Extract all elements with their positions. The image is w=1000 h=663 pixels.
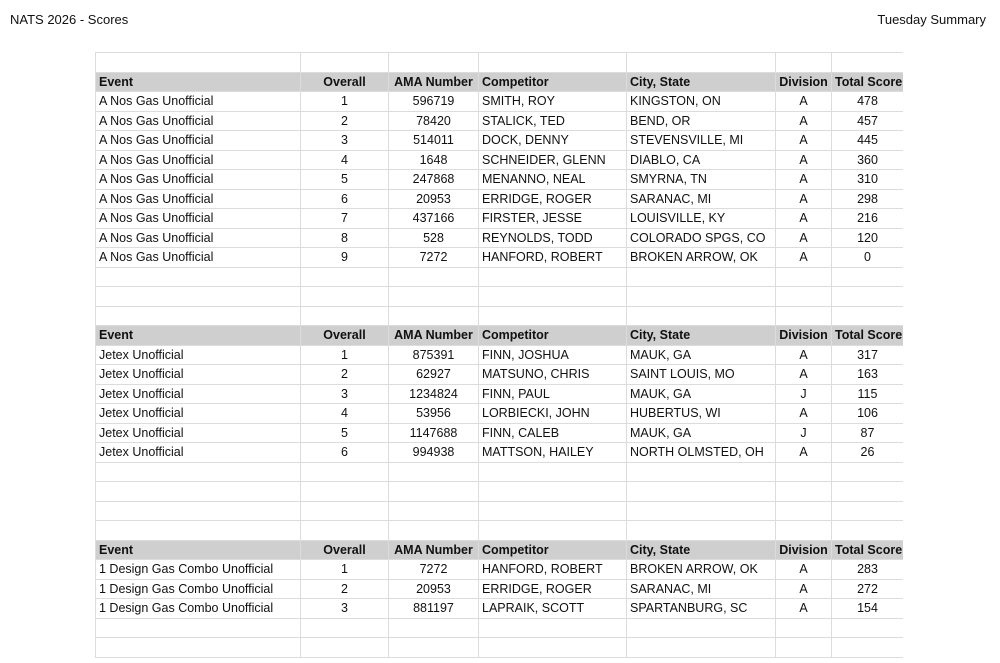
event-cell[interactable]: A Nos Gas Unofficial bbox=[96, 150, 301, 170]
column-header-event[interactable]: Event bbox=[96, 326, 301, 346]
header-row bbox=[96, 326, 904, 346]
column-header-ama-number[interactable]: AMA Number bbox=[389, 326, 479, 346]
division-cell[interactable]: A bbox=[776, 92, 832, 112]
blank-row bbox=[96, 306, 904, 326]
empty-cell[interactable] bbox=[479, 267, 627, 287]
total-score-cell[interactable]: 272 bbox=[832, 579, 904, 599]
overall-cell[interactable]: 3 bbox=[301, 131, 389, 151]
empty-cell[interactable] bbox=[479, 482, 627, 502]
empty-cell[interactable] bbox=[301, 306, 389, 326]
empty-cell[interactable] bbox=[627, 638, 776, 658]
competitor-cell[interactable]: DOCK, DENNY bbox=[479, 131, 627, 151]
empty-cell[interactable] bbox=[389, 618, 479, 638]
competitor-cell[interactable]: MATTSON, HAILEY bbox=[479, 443, 627, 463]
overall-cell[interactable]: 6 bbox=[301, 443, 389, 463]
ama-number-cell[interactable]: 7272 bbox=[389, 560, 479, 580]
score-table bbox=[95, 52, 903, 658]
ama-number-cell[interactable]: 514011 bbox=[389, 131, 479, 151]
division-cell[interactable]: A bbox=[776, 599, 832, 619]
division-cell[interactable]: A bbox=[776, 560, 832, 580]
overall-cell[interactable]: 3 bbox=[301, 599, 389, 619]
header-row bbox=[96, 72, 904, 92]
overall-cell[interactable]: 2 bbox=[301, 579, 389, 599]
division-cell[interactable]: A bbox=[776, 170, 832, 190]
column-header-competitor[interactable]: Competitor bbox=[479, 326, 627, 346]
overall-cell[interactable]: 8 bbox=[301, 228, 389, 248]
table-row bbox=[96, 365, 904, 385]
column-header-event[interactable]: Event bbox=[96, 540, 301, 560]
total-score-cell[interactable]: 154 bbox=[832, 599, 904, 619]
total-score-cell[interactable]: 115 bbox=[832, 384, 904, 404]
division-cell[interactable]: J bbox=[776, 384, 832, 404]
total-score-cell[interactable]: 0 bbox=[832, 248, 904, 268]
empty-cell[interactable] bbox=[96, 306, 301, 326]
table-row bbox=[96, 599, 904, 619]
event-cell[interactable]: A Nos Gas Unofficial bbox=[96, 228, 301, 248]
ama-number-cell[interactable]: 1234824 bbox=[389, 384, 479, 404]
ama-number-cell[interactable]: 20953 bbox=[389, 579, 479, 599]
empty-cell[interactable] bbox=[832, 267, 904, 287]
event-cell[interactable]: A Nos Gas Unofficial bbox=[96, 111, 301, 131]
blank-row bbox=[96, 53, 904, 73]
empty-cell[interactable] bbox=[627, 618, 776, 638]
ama-number-cell[interactable]: 247868 bbox=[389, 170, 479, 190]
column-header-overall[interactable]: Overall bbox=[301, 326, 389, 346]
blank-row bbox=[96, 618, 904, 638]
overall-cell[interactable]: 3 bbox=[301, 384, 389, 404]
table-row bbox=[96, 384, 904, 404]
overall-cell[interactable]: 4 bbox=[301, 404, 389, 424]
empty-cell[interactable] bbox=[832, 618, 904, 638]
ama-number-cell[interactable]: 78420 bbox=[389, 111, 479, 131]
total-score-cell[interactable]: 310 bbox=[832, 170, 904, 190]
empty-cell[interactable] bbox=[301, 501, 389, 521]
division-cell[interactable]: A bbox=[776, 365, 832, 385]
empty-cell[interactable] bbox=[627, 306, 776, 326]
empty-cell[interactable] bbox=[832, 287, 904, 307]
empty-cell[interactable] bbox=[479, 501, 627, 521]
ama-number-cell[interactable]: 881197 bbox=[389, 599, 479, 619]
total-score-cell[interactable]: 87 bbox=[832, 423, 904, 443]
total-score-cell[interactable]: 457 bbox=[832, 111, 904, 131]
event-cell[interactable]: A Nos Gas Unofficial bbox=[96, 92, 301, 112]
total-score-cell[interactable]: 317 bbox=[832, 345, 904, 365]
event-cell[interactable]: A Nos Gas Unofficial bbox=[96, 131, 301, 151]
column-header-competitor[interactable]: Competitor bbox=[479, 72, 627, 92]
city-state-cell[interactable]: KINGSTON, ON bbox=[627, 92, 776, 112]
empty-cell[interactable] bbox=[96, 287, 301, 307]
ama-number-cell[interactable]: 875391 bbox=[389, 345, 479, 365]
page-subtitle: Tuesday Summary bbox=[877, 12, 986, 27]
city-state-cell[interactable]: SPARTANBURG, SC bbox=[627, 599, 776, 619]
empty-cell[interactable] bbox=[627, 267, 776, 287]
division-cell[interactable]: A bbox=[776, 248, 832, 268]
column-header-city-state[interactable]: City, State bbox=[627, 540, 776, 560]
column-header-division[interactable]: Division bbox=[776, 72, 832, 92]
competitor-cell[interactable]: FINN, CALEB bbox=[479, 423, 627, 443]
empty-cell[interactable] bbox=[776, 287, 832, 307]
city-state-cell[interactable]: BEND, OR bbox=[627, 111, 776, 131]
column-header-ama-number[interactable]: AMA Number bbox=[389, 72, 479, 92]
ama-number-cell[interactable]: 1147688 bbox=[389, 423, 479, 443]
table-row bbox=[96, 150, 904, 170]
city-state-cell[interactable]: STEVENSVILLE, MI bbox=[627, 131, 776, 151]
empty-cell[interactable] bbox=[776, 462, 832, 482]
empty-cell[interactable] bbox=[832, 521, 904, 541]
empty-cell[interactable] bbox=[96, 521, 301, 541]
city-state-cell[interactable]: BROKEN ARROW, OK bbox=[627, 560, 776, 580]
empty-cell[interactable] bbox=[479, 53, 627, 73]
event-cell[interactable]: Jetex Unofficial bbox=[96, 404, 301, 424]
ama-number-cell[interactable]: 994938 bbox=[389, 443, 479, 463]
empty-cell[interactable] bbox=[776, 638, 832, 658]
empty-cell[interactable] bbox=[627, 521, 776, 541]
city-state-cell[interactable]: SARANAC, MI bbox=[627, 189, 776, 209]
competitor-cell[interactable]: REYNOLDS, TODD bbox=[479, 228, 627, 248]
overall-cell[interactable]: 1 bbox=[301, 92, 389, 112]
empty-cell[interactable] bbox=[479, 287, 627, 307]
city-state-cell[interactable]: BROKEN ARROW, OK bbox=[627, 248, 776, 268]
overall-cell[interactable]: 9 bbox=[301, 248, 389, 268]
total-score-cell[interactable]: 163 bbox=[832, 365, 904, 385]
empty-cell[interactable] bbox=[301, 267, 389, 287]
division-cell[interactable]: A bbox=[776, 131, 832, 151]
empty-cell[interactable] bbox=[627, 287, 776, 307]
city-state-cell[interactable]: HUBERTUS, WI bbox=[627, 404, 776, 424]
overall-cell[interactable]: 6 bbox=[301, 189, 389, 209]
empty-cell[interactable] bbox=[832, 53, 904, 73]
column-header-event[interactable]: Event bbox=[96, 72, 301, 92]
event-cell[interactable]: Jetex Unofficial bbox=[96, 345, 301, 365]
overall-cell[interactable]: 2 bbox=[301, 111, 389, 131]
score-sheet bbox=[95, 52, 903, 663]
empty-cell[interactable] bbox=[301, 287, 389, 307]
division-cell[interactable]: A bbox=[776, 111, 832, 131]
blank-row bbox=[96, 482, 904, 502]
empty-cell[interactable] bbox=[301, 638, 389, 658]
city-state-cell[interactable]: DIABLO, CA bbox=[627, 150, 776, 170]
empty-cell[interactable] bbox=[389, 501, 479, 521]
city-state-cell[interactable]: MAUK, GA bbox=[627, 423, 776, 443]
empty-cell[interactable] bbox=[301, 482, 389, 502]
division-cell[interactable]: A bbox=[776, 579, 832, 599]
event-cell[interactable]: A Nos Gas Unofficial bbox=[96, 189, 301, 209]
division-cell[interactable]: A bbox=[776, 228, 832, 248]
ama-number-cell[interactable]: 53956 bbox=[389, 404, 479, 424]
page-title: NATS 2026 - Scores bbox=[10, 12, 129, 27]
table-row bbox=[96, 92, 904, 112]
blank-row bbox=[96, 287, 904, 307]
city-state-cell[interactable]: MAUK, GA bbox=[627, 345, 776, 365]
empty-cell[interactable] bbox=[96, 638, 301, 658]
empty-cell[interactable] bbox=[627, 53, 776, 73]
city-state-cell[interactable]: NORTH OLMSTED, OH bbox=[627, 443, 776, 463]
empty-cell[interactable] bbox=[389, 638, 479, 658]
empty-cell[interactable] bbox=[96, 482, 301, 502]
empty-cell[interactable] bbox=[301, 53, 389, 73]
column-header-competitor[interactable]: Competitor bbox=[479, 540, 627, 560]
empty-cell[interactable] bbox=[776, 267, 832, 287]
city-state-cell[interactable]: LOUISVILLE, KY bbox=[627, 209, 776, 229]
ama-number-cell[interactable]: 437166 bbox=[389, 209, 479, 229]
division-cell[interactable]: A bbox=[776, 209, 832, 229]
table-row bbox=[96, 111, 904, 131]
empty-cell[interactable] bbox=[627, 462, 776, 482]
ama-number-cell[interactable]: 62927 bbox=[389, 365, 479, 385]
empty-cell[interactable] bbox=[389, 306, 479, 326]
division-cell[interactable]: A bbox=[776, 345, 832, 365]
division-cell[interactable]: A bbox=[776, 443, 832, 463]
division-cell[interactable]: J bbox=[776, 423, 832, 443]
competitor-cell[interactable]: MATSUNO, CHRIS bbox=[479, 365, 627, 385]
empty-cell[interactable] bbox=[301, 462, 389, 482]
empty-cell[interactable] bbox=[96, 267, 301, 287]
blank-row bbox=[96, 521, 904, 541]
event-cell[interactable]: Jetex Unofficial bbox=[96, 423, 301, 443]
total-score-cell[interactable]: 106 bbox=[832, 404, 904, 424]
table-row bbox=[96, 228, 904, 248]
empty-cell[interactable] bbox=[776, 521, 832, 541]
competitor-cell[interactable]: FINN, PAUL bbox=[479, 384, 627, 404]
total-score-cell[interactable]: 360 bbox=[832, 150, 904, 170]
column-header-city-state[interactable]: City, State bbox=[627, 72, 776, 92]
empty-cell[interactable] bbox=[776, 482, 832, 502]
blank-row bbox=[96, 501, 904, 521]
empty-cell[interactable] bbox=[301, 521, 389, 541]
division-cell[interactable]: A bbox=[776, 404, 832, 424]
empty-cell[interactable] bbox=[832, 638, 904, 658]
total-score-cell[interactable]: 298 bbox=[832, 189, 904, 209]
ama-number-cell[interactable]: 596719 bbox=[389, 92, 479, 112]
table-row bbox=[96, 443, 904, 463]
city-state-cell[interactable]: SMYRNA, TN bbox=[627, 170, 776, 190]
empty-cell[interactable] bbox=[479, 638, 627, 658]
competitor-cell[interactable]: ERRIDGE, ROGER bbox=[479, 189, 627, 209]
event-cell[interactable]: A Nos Gas Unofficial bbox=[96, 209, 301, 229]
ama-number-cell[interactable]: 1648 bbox=[389, 150, 479, 170]
competitor-cell[interactable]: LAPRAIK, SCOTT bbox=[479, 599, 627, 619]
column-header-overall[interactable]: Overall bbox=[301, 540, 389, 560]
empty-cell[interactable] bbox=[301, 618, 389, 638]
empty-cell[interactable] bbox=[627, 482, 776, 502]
table-row bbox=[96, 248, 904, 268]
overall-cell[interactable]: 1 bbox=[301, 345, 389, 365]
table-row bbox=[96, 579, 904, 599]
column-header-division[interactable]: Division bbox=[776, 326, 832, 346]
event-cell[interactable]: Jetex Unofficial bbox=[96, 365, 301, 385]
total-score-cell[interactable]: 120 bbox=[832, 228, 904, 248]
empty-cell[interactable] bbox=[776, 306, 832, 326]
city-state-cell[interactable]: MAUK, GA bbox=[627, 384, 776, 404]
empty-cell[interactable] bbox=[776, 53, 832, 73]
table-row bbox=[96, 560, 904, 580]
total-score-cell[interactable]: 26 bbox=[832, 443, 904, 463]
empty-cell[interactable] bbox=[627, 501, 776, 521]
column-header-overall[interactable]: Overall bbox=[301, 72, 389, 92]
empty-cell[interactable] bbox=[832, 501, 904, 521]
blank-row bbox=[96, 638, 904, 658]
table-row bbox=[96, 189, 904, 209]
event-cell[interactable]: Jetex Unofficial bbox=[96, 384, 301, 404]
event-cell[interactable]: 1 Design Gas Combo Unofficial bbox=[96, 560, 301, 580]
blank-row bbox=[96, 462, 904, 482]
competitor-cell[interactable]: ERRIDGE, ROGER bbox=[479, 579, 627, 599]
total-score-cell[interactable]: 283 bbox=[832, 560, 904, 580]
city-state-cell[interactable]: SAINT LOUIS, MO bbox=[627, 365, 776, 385]
column-header-total-score[interactable]: Total Score bbox=[832, 72, 904, 92]
empty-cell[interactable] bbox=[389, 482, 479, 502]
empty-cell[interactable] bbox=[479, 462, 627, 482]
empty-cell[interactable] bbox=[832, 462, 904, 482]
blank-row bbox=[96, 267, 904, 287]
empty-cell[interactable] bbox=[389, 462, 479, 482]
header-row bbox=[96, 540, 904, 560]
competitor-cell[interactable]: SCHNEIDER, GLENN bbox=[479, 150, 627, 170]
column-header-total-score[interactable]: Total Score bbox=[832, 540, 904, 560]
division-cell[interactable]: A bbox=[776, 150, 832, 170]
overall-cell[interactable]: 5 bbox=[301, 170, 389, 190]
event-cell[interactable]: A Nos Gas Unofficial bbox=[96, 248, 301, 268]
column-header-city-state[interactable]: City, State bbox=[627, 326, 776, 346]
empty-cell[interactable] bbox=[96, 462, 301, 482]
empty-cell[interactable] bbox=[96, 501, 301, 521]
competitor-cell[interactable]: MENANNO, NEAL bbox=[479, 170, 627, 190]
ama-number-cell[interactable]: 7272 bbox=[389, 248, 479, 268]
competitor-cell[interactable]: LORBIECKI, JOHN bbox=[479, 404, 627, 424]
total-score-cell[interactable]: 445 bbox=[832, 131, 904, 151]
city-state-cell[interactable]: SARANAC, MI bbox=[627, 579, 776, 599]
competitor-cell[interactable]: FINN, JOSHUA bbox=[479, 345, 627, 365]
overall-cell[interactable]: 2 bbox=[301, 365, 389, 385]
ama-number-cell[interactable]: 20953 bbox=[389, 189, 479, 209]
empty-cell[interactable] bbox=[96, 618, 301, 638]
event-cell[interactable]: A Nos Gas Unofficial bbox=[96, 170, 301, 190]
column-header-total-score[interactable]: Total Score bbox=[832, 326, 904, 346]
column-header-division[interactable]: Division bbox=[776, 540, 832, 560]
city-state-cell[interactable]: COLORADO SPGS, CO bbox=[627, 228, 776, 248]
empty-cell[interactable] bbox=[389, 521, 479, 541]
empty-cell[interactable] bbox=[479, 521, 627, 541]
competitor-cell[interactable]: SMITH, ROY bbox=[479, 92, 627, 112]
overall-cell[interactable]: 4 bbox=[301, 150, 389, 170]
competitor-cell[interactable]: STALICK, TED bbox=[479, 111, 627, 131]
empty-cell[interactable] bbox=[832, 306, 904, 326]
total-score-cell[interactable]: 216 bbox=[832, 209, 904, 229]
event-cell[interactable]: Jetex Unofficial bbox=[96, 443, 301, 463]
column-header-ama-number[interactable]: AMA Number bbox=[389, 540, 479, 560]
table-row bbox=[96, 345, 904, 365]
competitor-cell[interactable]: FIRSTER, JESSE bbox=[479, 209, 627, 229]
overall-cell[interactable]: 5 bbox=[301, 423, 389, 443]
table-row bbox=[96, 404, 904, 424]
empty-cell[interactable] bbox=[389, 267, 479, 287]
empty-cell[interactable] bbox=[479, 306, 627, 326]
event-cell[interactable]: 1 Design Gas Combo Unofficial bbox=[96, 599, 301, 619]
empty-cell[interactable] bbox=[776, 618, 832, 638]
ama-number-cell[interactable]: 528 bbox=[389, 228, 479, 248]
table-row bbox=[96, 209, 904, 229]
empty-cell[interactable] bbox=[479, 618, 627, 638]
empty-cell[interactable] bbox=[389, 53, 479, 73]
empty-cell[interactable] bbox=[96, 53, 301, 73]
empty-cell[interactable] bbox=[832, 482, 904, 502]
event-cell[interactable]: 1 Design Gas Combo Unofficial bbox=[96, 579, 301, 599]
empty-cell[interactable] bbox=[389, 287, 479, 307]
overall-cell[interactable]: 7 bbox=[301, 209, 389, 229]
table-row bbox=[96, 131, 904, 151]
overall-cell[interactable]: 1 bbox=[301, 560, 389, 580]
division-cell[interactable]: A bbox=[776, 189, 832, 209]
competitor-cell[interactable]: HANFORD, ROBERT bbox=[479, 248, 627, 268]
competitor-cell[interactable]: HANFORD, ROBERT bbox=[479, 560, 627, 580]
total-score-cell[interactable]: 478 bbox=[832, 92, 904, 112]
table-row bbox=[96, 170, 904, 190]
empty-cell[interactable] bbox=[776, 501, 832, 521]
table-row bbox=[96, 423, 904, 443]
